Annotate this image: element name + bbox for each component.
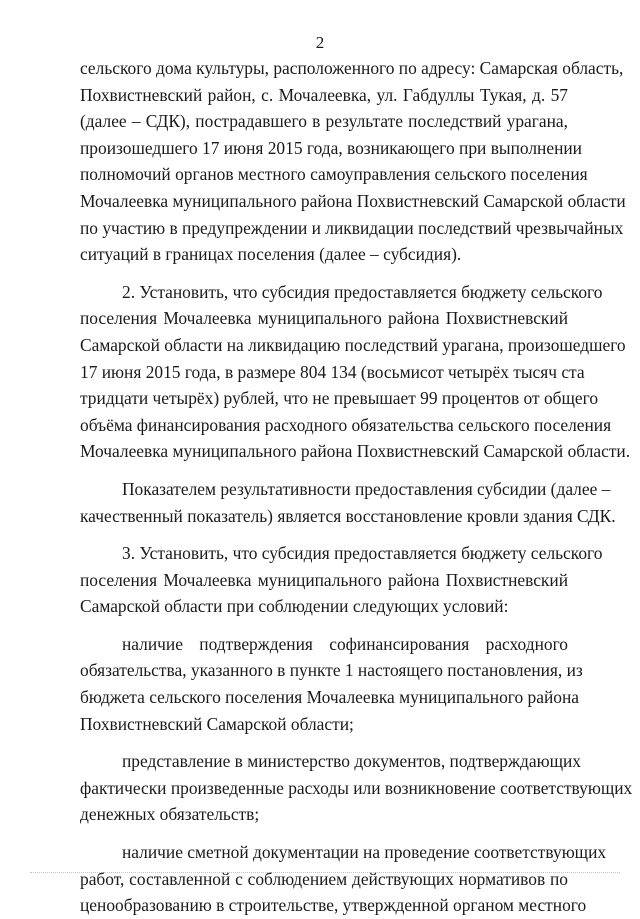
paragraph-line: ценообразованию в строительстве, утвержденной органом местного: [80, 895, 587, 916]
paragraph-line: Самарской области при соблюдении следующих условий:: [80, 596, 509, 617]
paragraph-line: полномочий органов местного самоуправления сельского поселения: [80, 164, 588, 185]
paragraph-line: Похвистневский район, с. Мочалеевка, ул. Габдуллы Тукая, д. 57: [80, 84, 568, 105]
paragraph-line: наличие сметной документации на проведение соответствующих: [122, 842, 607, 863]
paragraph-line: ситуаций в границах поселения (далее – субсидия).: [80, 244, 462, 265]
paragraph-line: сельского дома культуры, расположенного по адресу: Самарская область,: [80, 58, 624, 78]
paragraph-3: [80, 476, 616, 529]
page-number: 2: [315, 33, 325, 52]
paragraph-line: Мочалеевка муниципального района Похвистневский Самарской области.: [80, 441, 631, 462]
paragraph-line: произошедшего 17 июня 2015 года, возникающего при выполнении: [80, 137, 582, 158]
paragraph-line: поселения Мочалеевка муниципального района Похвистневский: [80, 569, 568, 590]
paragraph-line: работ, составленной с соблюдением действующих нормативов по: [80, 868, 568, 889]
scan-artifact-divider: [30, 872, 620, 875]
paragraph-line: Мочалеевка муниципального района Похвистневский Самарской области: [80, 190, 626, 211]
paragraph-6: [80, 748, 633, 828]
paragraph-line: тридцати четырёх) рублей, что не превышает 99 процентов от общего: [80, 388, 599, 409]
paragraph-line: бюджета сельского поселения Мочалеевка муниципального района: [80, 687, 579, 708]
paragraph-line: Самарской области на ликвидацию последствий урагана, произошедшего: [80, 334, 626, 355]
paragraph-1: [80, 55, 626, 268]
paragraph-line: наличие подтверждения софинансирования расходного: [122, 633, 568, 654]
paragraph-2: [80, 279, 631, 465]
paragraph-line: 3. Установить, что субсидия предоставляется бюджету сельского: [122, 543, 603, 564]
paragraph-line: по участию в предупреждении и ликвидации последствий чрезвычайных: [80, 217, 624, 238]
paragraph-line: объёма финансирования расходного обязательства сельского поселения: [80, 414, 612, 435]
paragraph-line: 17 июня 2015 года, в размере 804 134 (восьмисот четырёх тысяч ста: [80, 361, 585, 382]
paragraph-line: фактически произведенные расходы или возникновение соответствующих: [80, 777, 633, 798]
paragraph-line: Похвистневский Самарской области;: [80, 713, 354, 734]
paragraph-line: поселения Мочалеевка муниципального района Похвистневский: [80, 308, 568, 329]
paragraph-line: Показателем результативности предоставления субсидии (далее –: [122, 478, 611, 499]
document-body: [80, 55, 633, 919]
paragraph-7: [80, 839, 607, 919]
paragraph-line: обязательства, указанного в пункте 1 настоящего постановления, из: [80, 660, 583, 681]
paragraph-5: [80, 631, 583, 737]
paragraph-line: (далее – СДК), пострадавшего в результате последствий урагана,: [80, 111, 568, 132]
paragraph-4: [80, 540, 603, 620]
paragraph-line: 2. Установить, что субсидия предоставляется бюджету сельского: [122, 281, 603, 302]
paragraph-line: качественный показатель) является восстановление кровли здания СДК.: [80, 505, 616, 526]
paragraph-line: денежных обязательств;: [80, 804, 260, 825]
paragraph-line: представление в министерство документов, подтверждающих: [122, 751, 581, 772]
